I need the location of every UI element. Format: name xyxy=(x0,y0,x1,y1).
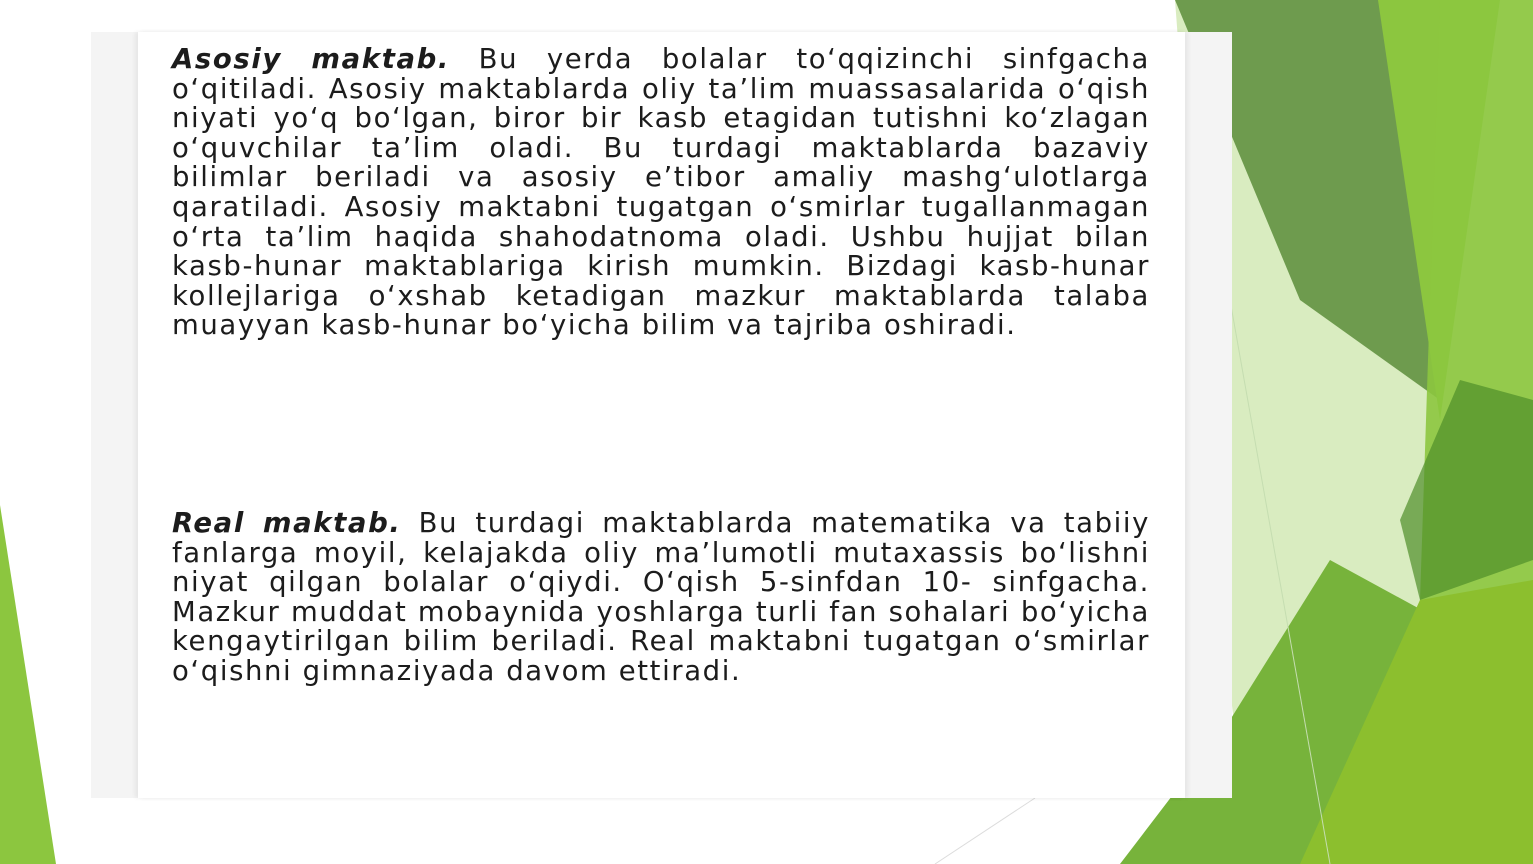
paragraph-body: Bu yerda bolalar to‘qqizinchi sinfgacha o‘qitiladi. Asosiy maktablarda oliy ta’lim muassasalarida o‘qish niyati yo‘q bo‘lgan, biror bir kasb etagidan tutishni ko‘zlagan o‘quvchilar ta’lim oladi. Bu turdagi maktablarda bazaviy bilimlar beriladi va asosiy e’tibor amaliy mashg‘ulotlarga qaratiladi. Asosiy maktabni tugatgan o‘smirlar tugallanmagan o‘rta ta’lim haqida shahodatnoma oladi. Ushbu hujjat bilan kasb-hunar maktablariga kirish mumkin. Bizdagi kasb-hunar kollejlariga o‘xshab ketadigan mazkur maktablarda talaba muayyan kasb-hunar bo‘yicha bilim va tajriba oshiradi. xyxy=(172,43,1151,342)
left-green-triangle xyxy=(0,505,56,864)
paragraph-lead-term: Real maktab. xyxy=(172,507,402,539)
paragraph-real-maktab xyxy=(172,509,1150,687)
paragraph-asosiy-maktab xyxy=(172,45,1150,341)
scanned-document-image xyxy=(91,32,1232,798)
thin-line-2 xyxy=(935,798,1035,864)
document-page xyxy=(138,32,1185,798)
paragraph-lead-term: Asosiy maktab. xyxy=(172,43,450,75)
paragraph-body: Bu turdagi maktablarda matematika va tabiiy fanlarga moyil, kelajakda oliy ma’lumotli mutaxassis bo‘lishni niyat qilgan bolalar o‘qiydi. O‘qish 5-sinfdan 10- sinfgacha. Mazkur muddat mobaynida yoshlarga turli fan sohalari bo‘yicha kengaytirilgan bilim beriladi. Real maktabni tugatgan o‘smirlar o‘qishni gimnaziyada davom ettiradi. xyxy=(172,507,1150,687)
